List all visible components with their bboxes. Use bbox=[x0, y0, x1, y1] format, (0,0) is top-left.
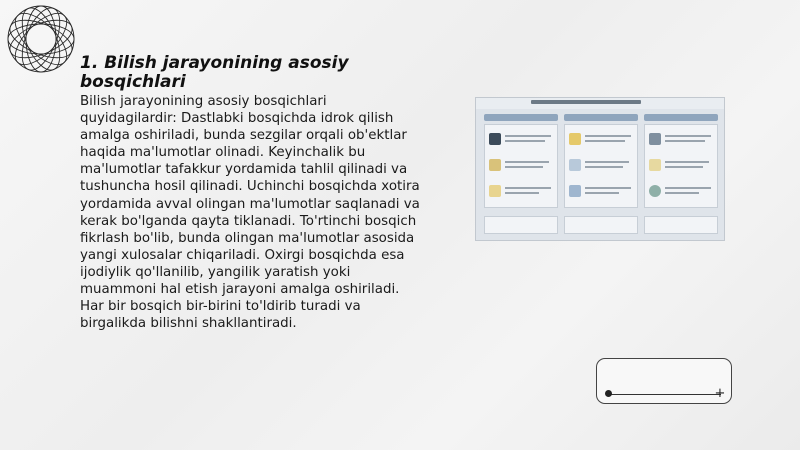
gear-icon bbox=[569, 159, 581, 171]
infographic-footer-3 bbox=[644, 216, 718, 234]
infographic-column-2 bbox=[564, 114, 638, 210]
column-header bbox=[644, 114, 718, 121]
infographic-title-bar bbox=[531, 100, 641, 104]
column-header bbox=[484, 114, 558, 121]
idea-icon bbox=[649, 159, 661, 171]
bulb-icon bbox=[569, 133, 581, 145]
slide-heading: 1. Bilish jarayonining asosiy bosqichlari bbox=[80, 53, 349, 92]
brain-icon bbox=[569, 185, 581, 197]
column-box bbox=[644, 124, 718, 208]
slide-body-text: Bilish jarayonining asosiy bosqichlari quyidagilardir: Dastlabki bosqichda idrok qilish amalga oshiriladi, bunda sezgilar orqali ob'ektlar haqida ma'lumotlar olinadi. Keyinchalik bu ma'lumotlar tafakkur yordamida tahlil qilinadi va tushuncha hosil qilinadi. Uchinchi bosqichda xotira yordamida avval olingan ma'lumotlar saqlanadi va kerak bo'lganda qayta tiklanadi. To'rtinchi bosqich fikrlash bo'lib, bunda olingan ma'lumotlar asosida yangi xulosalar chiqariladi. Oxirgi bosqichda esa ijodiylik qo'llanilib, yangilik yaratish yoki muammoni hal etish jarayoni amalga oshiriladi. Har bir bosqich bir-birini to'ldirib turadi va birgalikda bilishni shakllantiradi. bbox=[80, 94, 420, 332]
infographic-column-1 bbox=[484, 114, 558, 210]
infographic-footer-2 bbox=[564, 216, 638, 234]
note-icon bbox=[489, 185, 501, 197]
person-icon bbox=[649, 133, 661, 145]
rosette-decoration-icon bbox=[6, 4, 76, 74]
infographic-footer-1 bbox=[484, 216, 558, 234]
timeline-start-dot[interactable] bbox=[605, 390, 612, 397]
head-icon bbox=[489, 133, 501, 145]
infographic-header bbox=[476, 98, 724, 109]
column-box bbox=[484, 124, 558, 208]
timeline-track[interactable] bbox=[609, 394, 721, 395]
timeline-widget[interactable] bbox=[596, 358, 732, 404]
column-box bbox=[564, 124, 638, 208]
infographic-image bbox=[475, 97, 725, 241]
globe-icon bbox=[649, 185, 661, 197]
book-icon bbox=[489, 159, 501, 171]
column-header bbox=[564, 114, 638, 121]
infographic-column-3 bbox=[644, 114, 718, 210]
plus-icon[interactable]: + bbox=[714, 386, 726, 401]
